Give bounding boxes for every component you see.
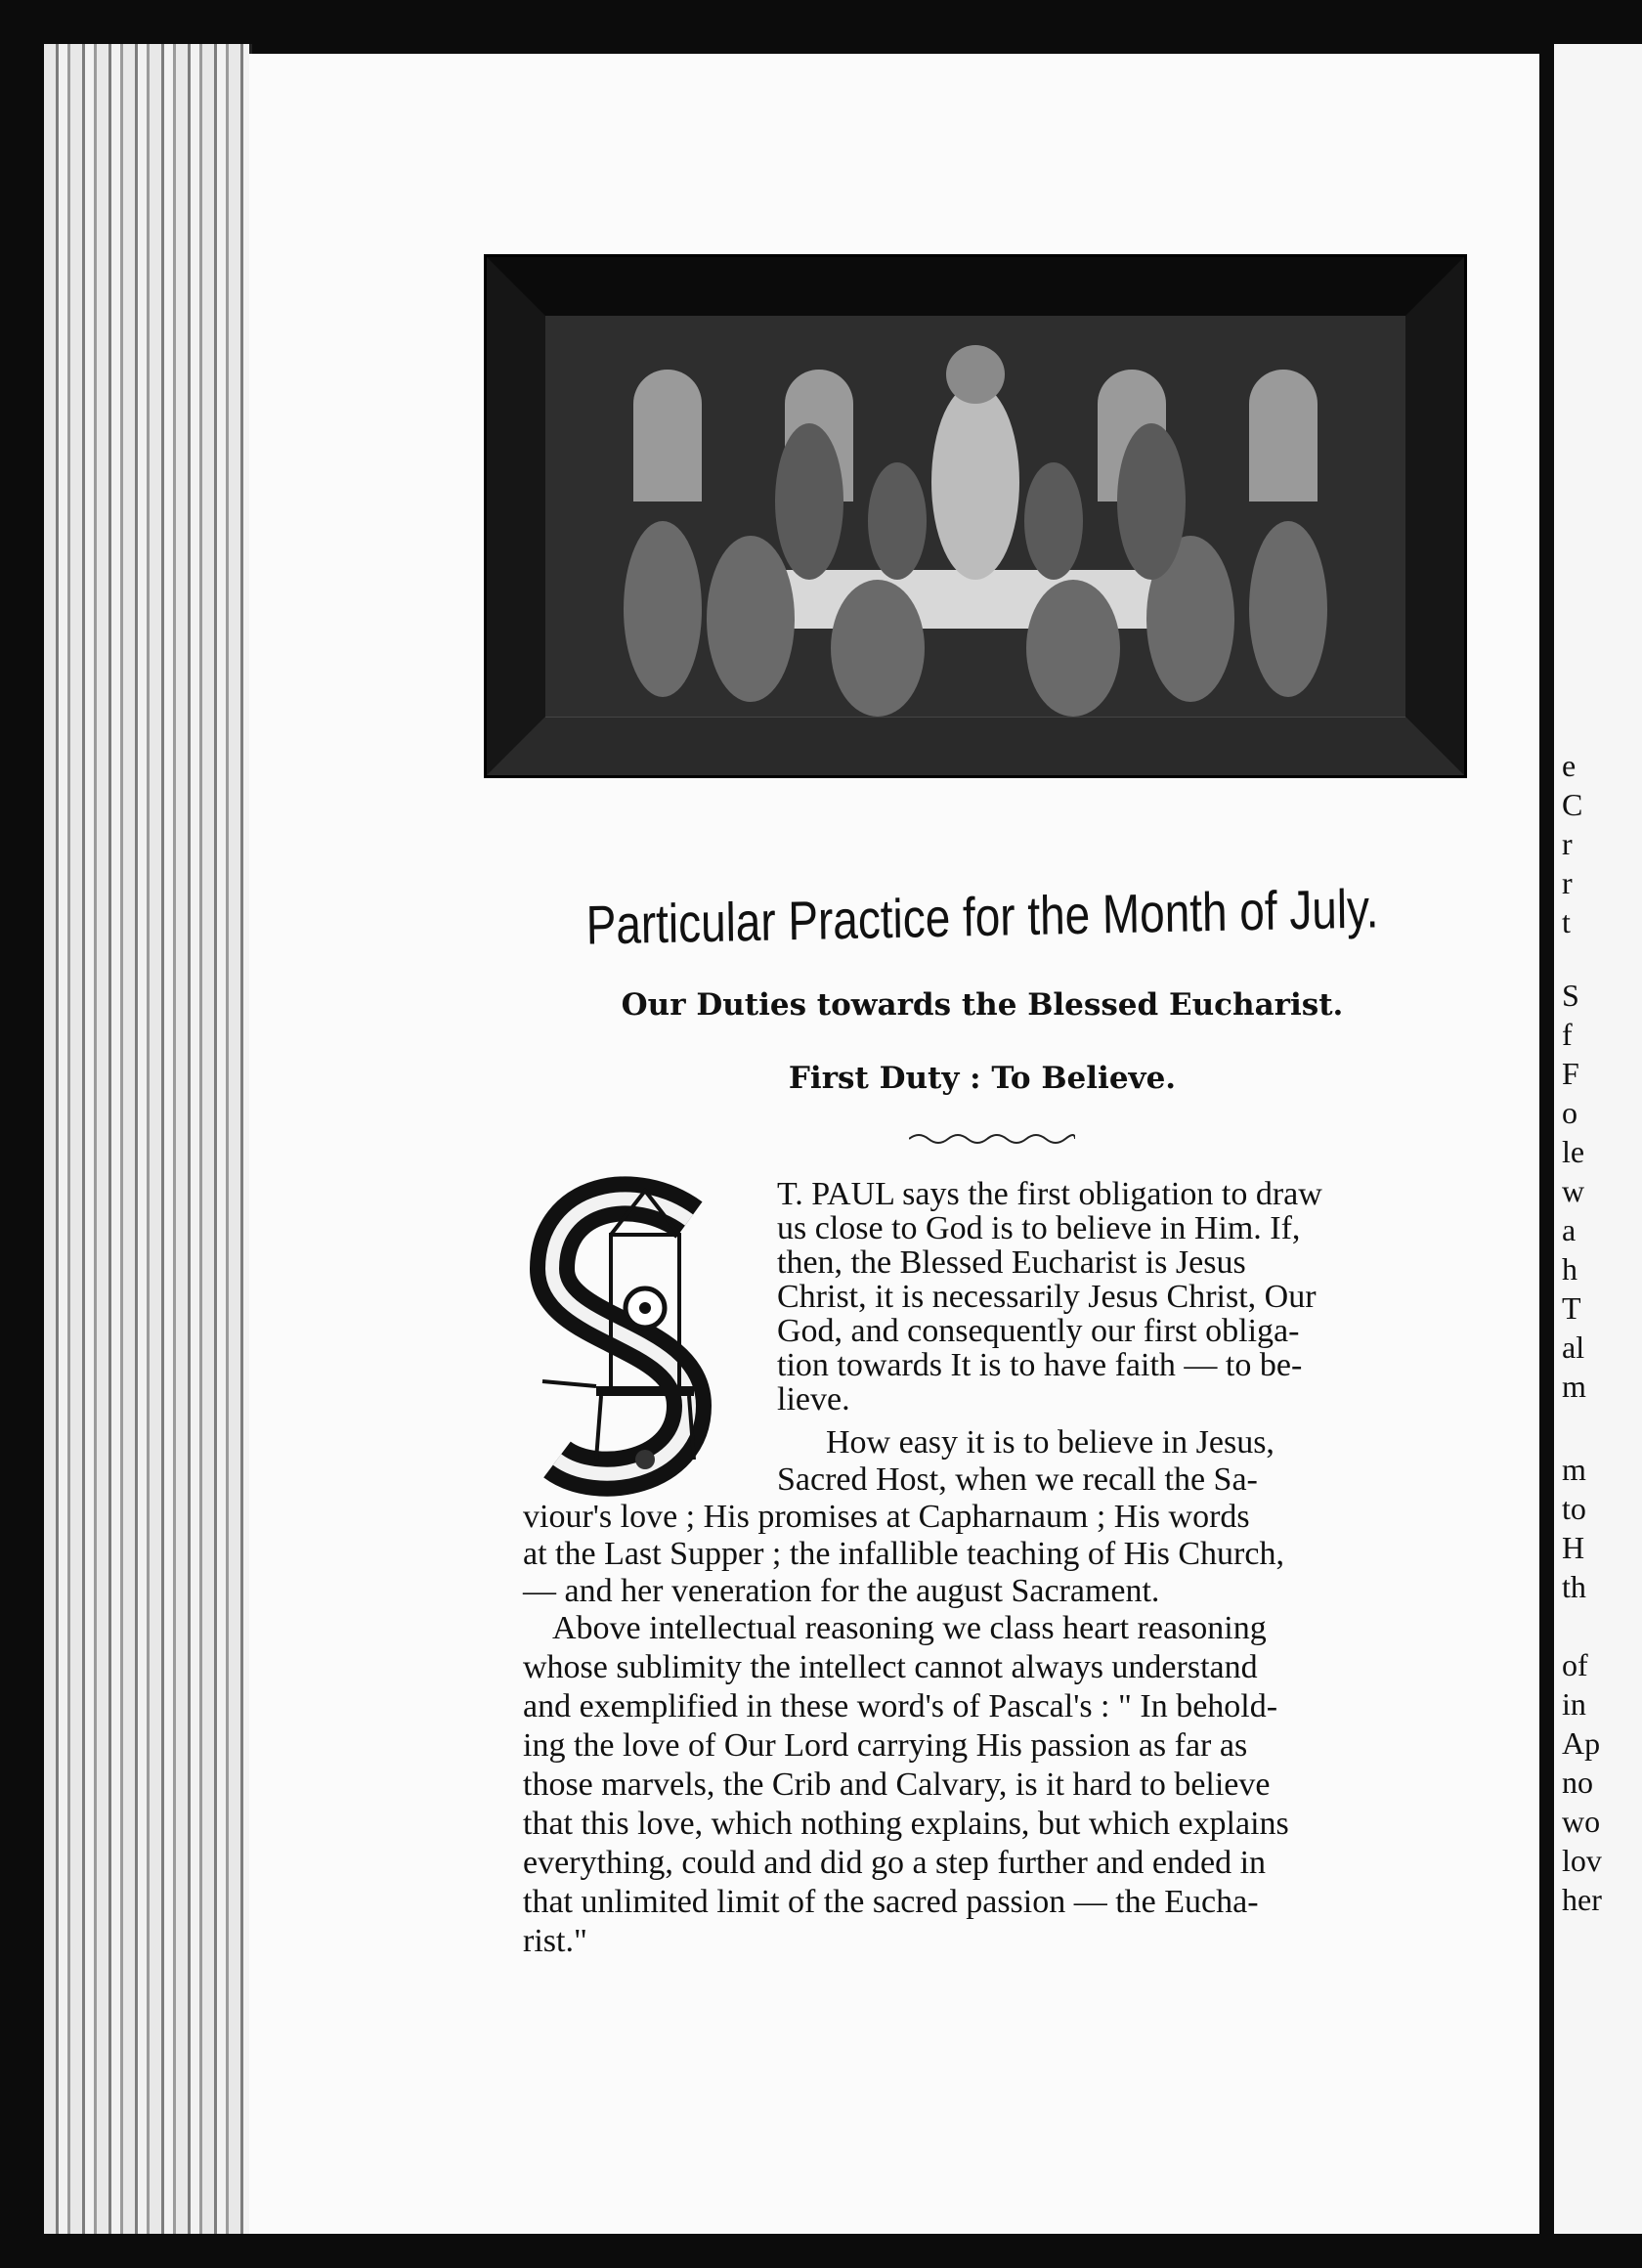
body-line: ing the love of Our Lord carrying His passion as far as	[523, 1727, 1248, 1764]
book-page	[249, 54, 1539, 2234]
next-page-edge	[1554, 44, 1642, 2234]
body-line: rist."	[523, 1923, 587, 1959]
body-line: Sacred Host, when we recall the Sa-	[777, 1461, 1258, 1498]
next-page-fragment: in	[1562, 1686, 1586, 1722]
body-line: Above intellectual reasoning we class heart reasoning	[552, 1610, 1267, 1646]
body-line: How easy it is to believe in Jesus,	[826, 1424, 1275, 1461]
book-page-edges	[44, 44, 252, 2234]
subtitle-first-duty: First Duty : To Believe.	[788, 1061, 1177, 1096]
next-page-fragment: m	[1562, 1369, 1586, 1404]
next-page-fragment: Ap	[1562, 1725, 1601, 1761]
body-line: lieve.	[777, 1381, 850, 1418]
subtitle-duties: Our Duties towards the Blessed Eucharist.	[621, 987, 1344, 1023]
body-line: God, and consequently our first obliga-	[777, 1313, 1300, 1349]
next-page-fragment: no	[1562, 1765, 1593, 1800]
next-page-fragment: S	[1562, 978, 1579, 1013]
body-line: and exemplified in these word's of Pascal's : " In behold-	[523, 1688, 1278, 1724]
body-line: — and her veneration for the august Sacrament.	[523, 1573, 1160, 1609]
body-line: then, the Blessed Eucharist is Jesus	[777, 1244, 1246, 1281]
body-line: whose sublimity the intellect cannot always understand	[523, 1649, 1258, 1685]
body-line: Christ, it is necessarily Jesus Christ, Our	[777, 1279, 1317, 1315]
body-line: us close to God is to believe in Him. If,	[777, 1210, 1301, 1246]
next-page-fragment: le	[1562, 1134, 1585, 1169]
next-page-fragment: m	[1562, 1452, 1586, 1487]
next-page-fragment: F	[1562, 1056, 1579, 1091]
page-title: Particular Practice for the Month of July.	[585, 877, 1379, 956]
body-line: those marvels, the Crib and Calvary, is it hard to believe	[523, 1766, 1271, 1803]
body-paragraphs	[249, 54, 1539, 2234]
next-page-fragment: H	[1562, 1530, 1585, 1565]
next-page-fragment: to	[1562, 1491, 1586, 1526]
body-line: at the Last Supper ; the infallible teaching of His Church,	[523, 1536, 1284, 1572]
next-page-fragment: T	[1562, 1290, 1581, 1326]
next-page-fragment: e	[1562, 748, 1577, 783]
next-page-fragment: r	[1562, 826, 1573, 861]
gutter-shadow	[1539, 44, 1554, 2234]
body-line: tion towards It is to have faith — to be-	[777, 1347, 1303, 1383]
next-page-fragment: th	[1562, 1569, 1586, 1604]
next-page-fragment: f	[1562, 1017, 1573, 1052]
next-page-fragment: of	[1562, 1647, 1588, 1682]
body-line: that this love, which nothing explains, but which explains	[523, 1806, 1289, 1842]
next-page-fragment: h	[1562, 1251, 1577, 1287]
next-page-fragment: t	[1562, 904, 1571, 939]
body-line: everything, could and did go a step further and ended in	[523, 1845, 1267, 1881]
next-page-fragment: a	[1562, 1212, 1577, 1247]
next-page-fragment: her	[1562, 1882, 1602, 1917]
next-page-fragment: C	[1562, 787, 1583, 822]
next-page-fragment: o	[1562, 1095, 1577, 1130]
next-page-fragment: r	[1562, 865, 1573, 900]
next-page-fragment: wo	[1562, 1804, 1601, 1839]
next-page-fragment: w	[1562, 1173, 1585, 1208]
next-page-fragment: al	[1562, 1330, 1585, 1365]
body-line: viour's love ; His promises at Capharnaum ; His words	[523, 1499, 1250, 1535]
body-line: that unlimited limit of the sacred passion — the Eucha-	[523, 1884, 1259, 1920]
body-line: T. PAUL says the first obligation to draw	[777, 1176, 1322, 1212]
next-page-fragment: lov	[1562, 1843, 1602, 1878]
